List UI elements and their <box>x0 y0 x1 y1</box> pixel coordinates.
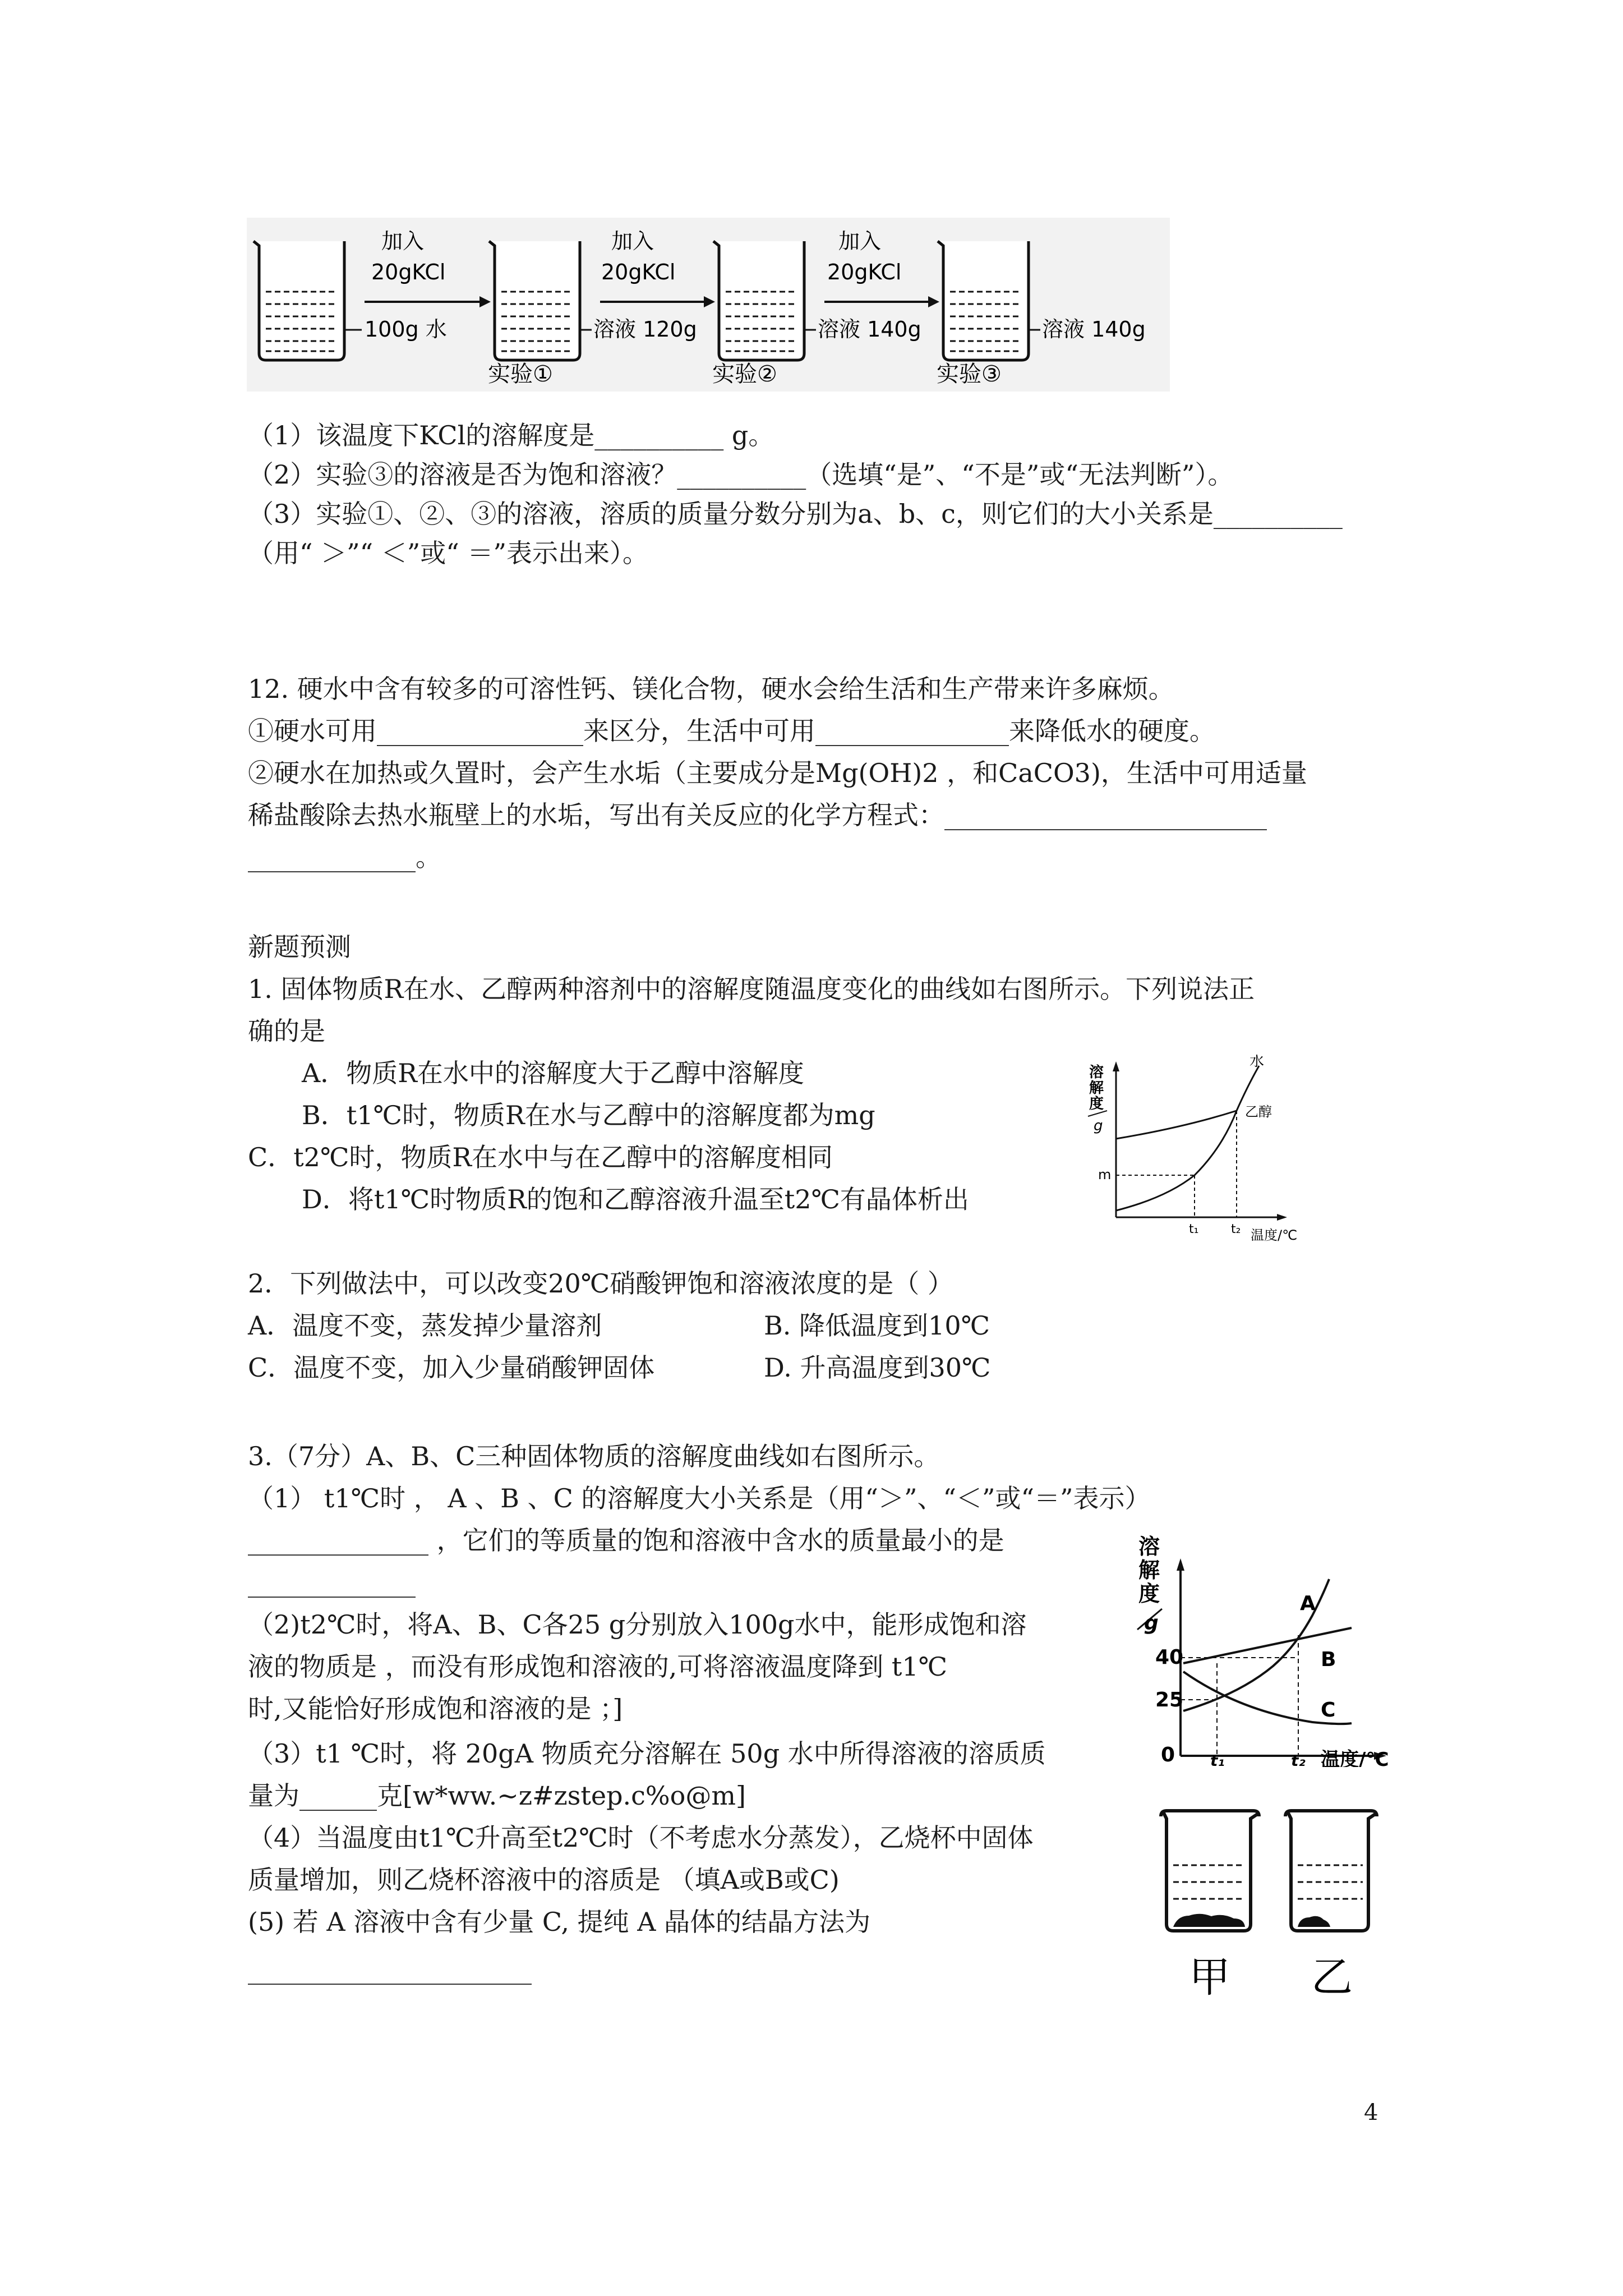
n3-label-a: A <box>1300 1592 1316 1615</box>
beaker-start <box>253 241 344 360</box>
n1-t2-label: t₂ <box>1231 1222 1241 1236</box>
add-label-1-line1: 加入 <box>381 229 425 254</box>
n1-option-a: A．物质R在水中的溶解度大于乙醇中溶解度 <box>302 1058 804 1088</box>
n2-option-a: A．温度不变，蒸发掉少量溶剂 <box>248 1310 602 1341</box>
add-label-1-line2: 20gKCl <box>371 260 446 284</box>
n3-beakers-figure <box>1155 1806 1402 2003</box>
n1-ylabel-char-1: 溶 <box>1089 1064 1104 1081</box>
q12-line4: _____________。 <box>248 842 441 872</box>
n3-ylabel-char-2: 解 <box>1138 1558 1160 1582</box>
q12-title: 12. 硬水中含有较多的可溶性钙、镁化合物，硬水会给生活和生产带来许多麻烦。 <box>248 674 1174 704</box>
experiment-svg <box>247 218 1170 392</box>
n2-option-c: C．温度不变，加入少量硝酸钾固体 <box>248 1352 655 1383</box>
arrow-1 <box>365 296 491 307</box>
beaker-label-jia: 甲 <box>1189 1953 1230 2001</box>
n2-stem: 2．下列做法中，可以改变20℃硝酸钾饱和溶液浓度的是（ ） <box>248 1268 953 1299</box>
n1-xlabel: 温度/℃ <box>1251 1227 1298 1243</box>
n3-part2-line1: （2)t2℃时，将A、B、C各25 g分别放入100g水中，能形成饱和溶 <box>248 1609 1027 1640</box>
n3-stem: 3.（7分）A、B、C三种固体物质的溶解度曲线如右图所示。 <box>248 1441 940 1471</box>
n1-option-d: D．将t1℃时物质R的饱和乙醇溶液升温至t2℃有晶体析出 <box>302 1184 969 1214</box>
n3-yunit: g <box>1144 1612 1159 1635</box>
beaker-label-yi: 乙 <box>1311 1953 1353 2001</box>
n3-label-c: C <box>1321 1699 1336 1722</box>
q11-part2: （2）实验③的溶液是否为饱和溶液？__________（选填“是”、“不是”或“无法判断”）。 <box>248 459 1234 490</box>
n3-ylabel-char-3: 度 <box>1138 1581 1160 1606</box>
q12-line2: ②硬水在加热或久置时，会产生水垢（主要成分是Mg(OH)2 ，和CaCO3)，生活中可用适量 <box>248 758 1307 788</box>
q12-line3: 稀盐酸除去热水瓶壁上的水垢，写出有关反应的化学方程式：_________________________ <box>248 800 1267 830</box>
n1-yunit: g <box>1094 1117 1103 1134</box>
n3-part2-line3: 时,又能恰好形成饱和溶液的是 ；] <box>248 1694 623 1724</box>
beaker-yi <box>1285 1811 1377 1931</box>
n1-ylabel-char-3: 度 <box>1089 1096 1104 1112</box>
beaker-exp3 <box>938 241 1029 360</box>
add-label-3-line2: 20gKCl <box>827 260 902 284</box>
beaker-label-exp1: 溶液 120g <box>593 317 697 342</box>
n3-part1-line1: （1） t1℃时 ， A 、B 、C 的溶解度大小关系是（用“＞”、“＜”或“＝”表示） <box>248 1483 1151 1513</box>
n3-tick-25: 25 <box>1155 1688 1184 1711</box>
beaker-exp2 <box>713 241 804 360</box>
add-label-2-line2: 20gKCl <box>601 260 676 284</box>
n3-solubility-svg <box>1127 1526 1419 1767</box>
n1-solubility-svg <box>1082 1055 1307 1245</box>
n2-option-b: B. 降低温度到10℃ <box>764 1310 990 1341</box>
n3-ylabel-char-1: 溶 <box>1138 1534 1160 1559</box>
experiment-label-3: 实验③ <box>937 361 1002 387</box>
n3-tick-0: 0 <box>1161 1743 1175 1766</box>
n3-label-b: B <box>1321 1648 1336 1671</box>
n3-part1-line3: _____________ <box>248 1567 416 1598</box>
q11-part1: （1）该温度下KCl的溶解度是__________ g。 <box>248 420 774 450</box>
page-number: 4 <box>1364 2100 1378 2125</box>
n3-t1-label: t₁ <box>1210 1751 1225 1767</box>
n3-beakers-svg <box>1155 1806 1402 2003</box>
beaker-label-exp3: 溶液 140g <box>1042 317 1146 342</box>
n3-tick-40: 40 <box>1155 1646 1184 1669</box>
n3-xlabel: 温度/℃ <box>1321 1749 1389 1767</box>
q11-part3-line1: （3）实验①、②、③的溶液，溶质的质量分数分别为a、b、c，则它们的大小关系是__________ <box>248 499 1343 529</box>
beaker-jia <box>1161 1811 1259 1931</box>
n1-solubility-figure <box>1082 1055 1307 1245</box>
n1-ylabel-char-2: 解 <box>1089 1080 1104 1097</box>
arrow-3 <box>824 296 939 307</box>
add-label-3-line1: 加入 <box>838 229 882 254</box>
n3-t2-label: t₂ <box>1291 1751 1306 1767</box>
beaker-label-exp2: 溶液 140g <box>818 317 921 342</box>
n2-option-d: D. 升高温度到30℃ <box>764 1352 991 1383</box>
q11-part3-line2: （用“ ＞”“ ＜”或“ ＝”表示出来）。 <box>248 538 648 568</box>
n1-option-c: C．t2℃时，物质R在水中与在乙醇中的溶解度相同 <box>248 1142 833 1172</box>
n3-part3-line2: 量为______克[w*ww.~z#zstep.c%o@m] <box>248 1780 746 1811</box>
n1-stem-line1: 1. 固体物质R在水、乙醇两种溶剂中的溶解度随温度变化的曲线如右图所示。下列说法正 <box>248 974 1255 1004</box>
n1-stem-line2: 确的是 <box>248 1016 325 1046</box>
n1-option-b: B．t1℃时，物质R在水与乙醇中的溶解度都为mg <box>302 1100 875 1130</box>
n3-part5-line1: (5) 若 A 溶液中含有少量 C, 提纯 A 晶体的结晶方法为 <box>248 1907 871 1937</box>
n1-m-label: m <box>1098 1167 1112 1182</box>
n3-part3-line1: （3）t1 ℃时，将 20gA 物质充分溶解在 50g 水中所得溶液的溶质质 <box>248 1738 1046 1769</box>
n1-curve-ethanol <box>1116 1111 1237 1139</box>
n1-curve-water <box>1116 1066 1259 1211</box>
q12-line1: ①硬水可用________________来区分，生活中可用_______________来降低水的硬度。 <box>248 716 1215 746</box>
n3-solubility-figure <box>1127 1526 1419 1767</box>
n3-part2-line2: 液的物质是 ，而没有形成饱和溶液的,可将溶液温度降到 t1℃ <box>248 1651 948 1682</box>
n1-label-ethanol: 乙醇 <box>1245 1104 1272 1120</box>
beaker-label-water: 100g 水 <box>365 317 447 342</box>
section-title: 新题预测 <box>248 932 351 962</box>
n1-label-water: 水 <box>1249 1055 1265 1070</box>
experiment-diagram <box>247 218 1170 392</box>
beaker-exp1 <box>489 241 580 360</box>
n3-part4-line2: 质量增加，则乙烧杯溶液中的溶质是 （填A或B或C) <box>248 1865 840 1895</box>
arrow-2 <box>600 296 715 307</box>
experiment-label-1: 实验① <box>488 361 553 387</box>
experiment-label-2: 实验② <box>712 361 777 387</box>
n3-part1-line2: ______________ ，它们的等质量的饱和溶液中含水的质量最小的是 <box>248 1525 1004 1556</box>
n3-part4-line1: （4）当温度由t1℃升高至t2℃时（不考虑水分蒸发），乙烧杯中固体 <box>248 1823 1034 1853</box>
n3-part5-line2: ______________________ <box>248 1954 532 1985</box>
add-label-2-line1: 加入 <box>611 229 654 254</box>
n1-t1-label: t₁ <box>1189 1222 1199 1236</box>
